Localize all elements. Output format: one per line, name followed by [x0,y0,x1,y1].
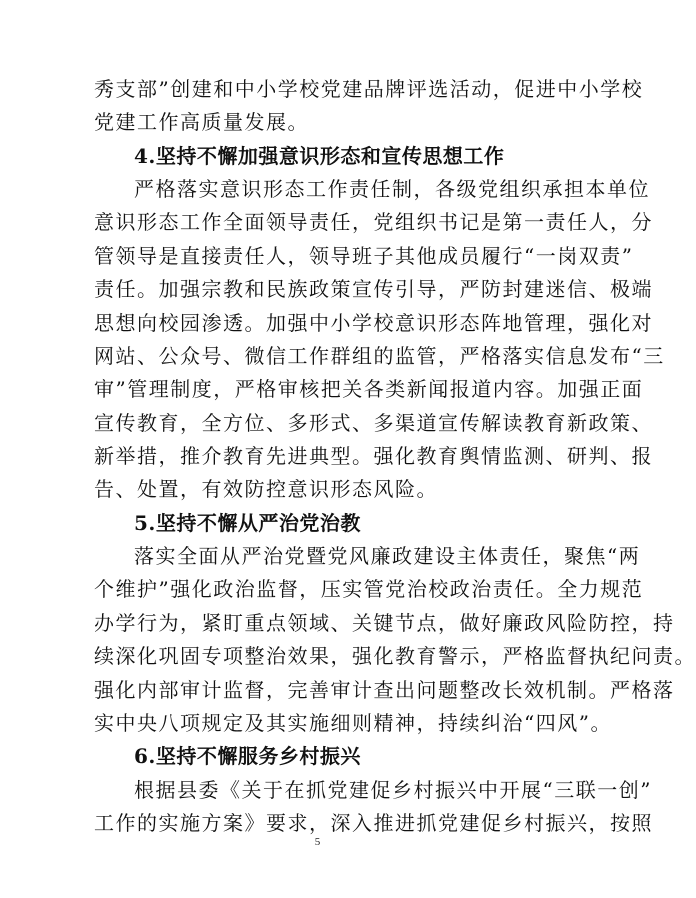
paragraph-line: 思想向校园渗透。加强中小学校意识形态阵地管理，强化对 [94,311,653,335]
paragraph-line: 续深化巩固专项整治效果，强化教育警示，严格监督执纪问责。 [94,644,696,668]
paragraph-line: 告、处置，有效防控意识形态风险。 [94,477,438,501]
paragraph-line: 严格落实意识形态工作责任制，各级党组织承担本单位 [134,177,650,201]
paragraph-line: 工作的实施方案》要求，深入推进抓党建促乡村振兴，按照 [94,811,653,835]
paragraph-line: 根据县委《关于在抓党建促乡村振兴中开展“三联一创” [134,778,652,802]
paragraph-line: 意识形态工作全面领导责任，党组织书记是第一责任人，分 [94,210,653,234]
paragraph-line: 审”管理制度，严格审核把关各类新闻报道内容。加强正面 [94,377,644,401]
page-number: 5 [314,836,321,848]
paragraph-line: 强化内部审计监督，完善审计查出问题整改长效机制。严格落 [94,678,675,702]
section-heading-4: 4.坚持不懈加强意识形态和宣传思想工作 [134,144,505,168]
paragraph-line: 落实全面从严治党暨党风廉政建设主体责任，聚焦“两 [134,544,641,568]
paragraph-line: 实中央八项规定及其实施细则精神，持续纠治“四风”。 [94,711,612,735]
paragraph-line: 新举措，推介教育先进典型。强化教育舆情监测、研判、报 [94,444,653,468]
section-heading-5: 5.坚持不懈从严治党治教 [134,511,361,535]
paragraph-line: 个维护”强化政治监督，压实管党治校政治责任。全力规范 [94,577,644,601]
paragraph-line: 宣传教育，全方位、多形式、多渠道宣传解读教育新政策、 [94,411,653,435]
paragraph-line: 办学行为，紧盯重点领域、关键节点，做好廉政风险防控，持 [94,611,675,635]
paragraph-line: 秀支部”创建和中小学校党建品牌评选活动，促进中小学校 [94,77,644,101]
paragraph-line: 管领导是直接责任人，领导班子其他成员履行“一岗双责” [94,244,634,268]
paragraph-line: 党建工作高质量发展。 [94,110,309,134]
section-heading-6: 6.坚持不懈服务乡村振兴 [134,744,361,768]
paragraph-line: 网站、公众号、微信工作群组的监管，严格落实信息发布“三 [94,344,665,368]
paragraph-line: 责任。加强宗教和民族政策宣传引导，严防封建迷信、极端 [94,277,653,301]
